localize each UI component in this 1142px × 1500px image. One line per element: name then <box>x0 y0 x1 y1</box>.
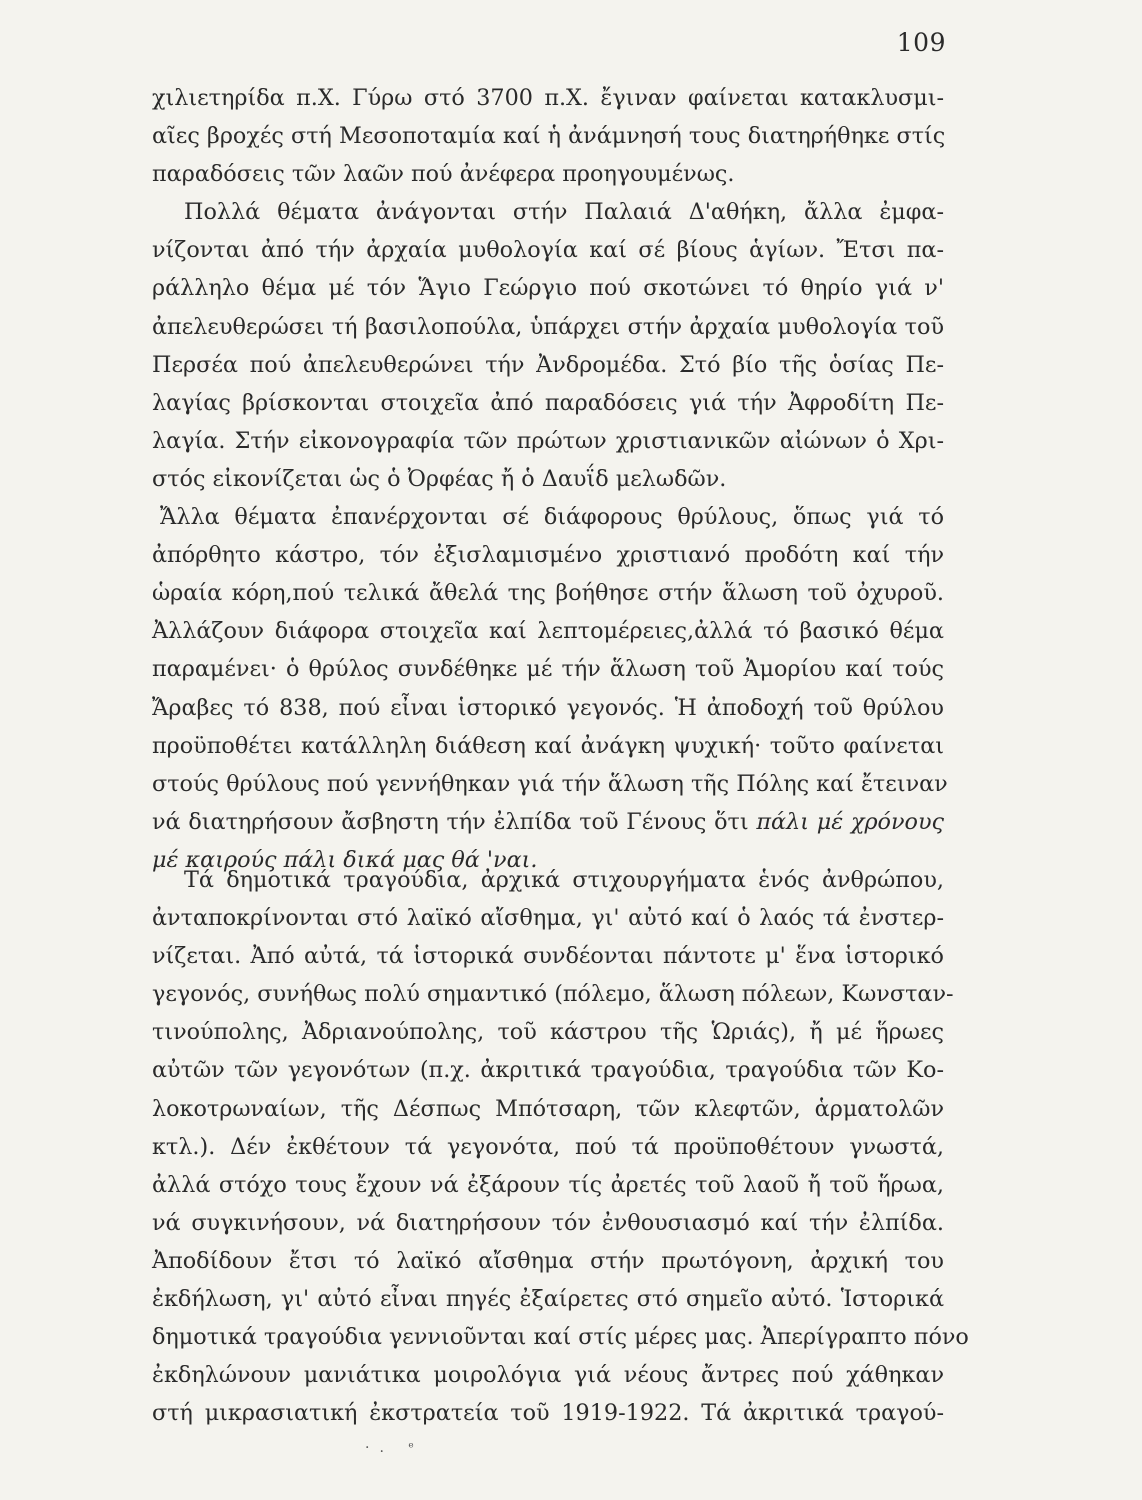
text-line: λαγίας βρίσκονται στοιχεῖα ἀπό παραδόσεις γιά τήν Ἀφροδίτη Πε- <box>152 389 944 416</box>
text-line: αὐτῶν τῶν γεγονότων (π.χ. ἀκριτικά τραγούδια, τραγούδια τῶν Κο- <box>152 1057 944 1084</box>
text-line: τινούπολης, Ἀδριανούπολης, τοῦ κάστρου τῆς Ὡριάς), ἤ μέ ἥρωες <box>152 1019 944 1046</box>
text-line: λοκοτρωναίων, τῆς Δέσπως Μπότσαρη, τῶν κλεφτῶν, ἁρματολῶν <box>152 1095 944 1122</box>
text-line: Τά δημοτικά τραγούδια, ἀρχικά στιχουργήματα ἑνός ἀνθρώπου, <box>184 867 944 893</box>
text-line: Ἄλλα θέματα ἐπανέρχονται σέ διάφορους θρύλους, ὅπως γιά τό <box>160 504 944 531</box>
text-line: ἀπελευθερώσει τή βασιλοπούλα, ὑπάρχει στήν ἀρχαία μυθολογία τοῦ <box>152 313 944 340</box>
text-line: ὡραία κόρη,πού τελικά ἄθελά της βοήθησε στήν ἅλωση τοῦ ὀχυροῦ. <box>152 580 944 607</box>
text-line: παραδόσεις τῶν λαῶν πού ἀνέφερα προηγουμένως. <box>152 161 735 188</box>
text-line: κτλ.). Δέν ἐκθέτουν τά γεγονότα, πού τά προϋποθέτουν γνωστά, <box>152 1133 944 1160</box>
text-line-mixed <box>152 803 944 841</box>
text-line: Ἀποδίδουν ἔτσι τό λαϊκό αἴσθημα στήν πρωτόγονη, ἀρχική του <box>152 1247 944 1274</box>
text-line: στός εἰκονίζεται ὡς ὁ Ὀρφέας ἤ ὁ Δαυΐδ μελωδῶν. <box>152 465 727 492</box>
main-text-block <box>152 79 948 879</box>
text-line: νά συγκινήσουν, νά διατηρήσουν τόν ἐνθουσιασμό καί τήν ἐλπίδα. <box>152 1209 944 1236</box>
text-line: λαγία. Στήν εἰκονογραφία τῶν πρώτων χριστιανικῶν αἰώνων ὁ Χρι- <box>152 427 944 454</box>
text-line: ράλληλο θέμα μέ τόν Ἅγιο Γεώργιο πού σκοτώνει τό θηρίο γιά ν' <box>152 275 944 302</box>
text-line: Πολλά θέματα ἀνάγονται στήν Παλαιά Δ'αθήκη, ἄλλα ἐμφα- <box>184 199 944 226</box>
text-line: νίζονται ἀπό τήν ἀρχαία μυθολογία καί σέ βίους ἁγίων. Ἔτσι πα- <box>152 237 944 264</box>
italic-phrase: πάλι μέ χρόνους <box>756 808 945 835</box>
text-segment: νά διατηρήσουν ἄσβηστη τήν ἐλπίδα τοῦ Γένους ὅτι <box>152 808 749 835</box>
italic-text-line: μέ καιρούς πάλι δικά μας θά 'ναι. <box>152 846 538 873</box>
text-line: ἐκδήλωση, γι' αὐτό εἶναι πηγές ἐξαίρετες στό σημεῖο αὐτό. Ἱστορικά <box>152 1286 944 1313</box>
text-line: ἐκδηλώνουν μανιάτικα μοιρολόγια γιά νέους ἄντρες πού χάθηκαν <box>152 1362 944 1389</box>
text-line: αῖες βροχές στή Μεσοποταμία καί ἡ ἀνάμνησή τους διατηρήθηκε στίς <box>152 123 946 150</box>
text-line: χιλιετηρίδα π.Χ. Γύρω στό 3700 π.Χ. ἔγιναν φαίνεται κατακλυσμι- <box>152 85 944 111</box>
print-speck-mark: ·. ᵉ <box>365 1440 424 1456</box>
text-line: παραμένει· ὁ θρύλος συνδέθηκε μέ τήν ἅλωση τοῦ Ἀμορίου καί τούς <box>152 656 944 683</box>
text-line: ἀπόρθητο κάστρο, τόν ἐξισλαμισμένο χριστιανό προδότη καί τήν <box>152 542 944 569</box>
text-line: στή μικρασιατική ἐκστρατεία τοῦ 1919-1922. Τά ἀκριτικά τραγού- <box>152 1400 944 1427</box>
text-line: Περσέα πού ἀπελευθερώνει τήν Ἀνδρομέδα. Στό βίο τῆς ὁσίας Πε- <box>152 351 944 378</box>
text-line: νίζεται. Ἀπό αὐτά, τά ἱστορικά συνδέονται πάντοτε μ' ἕνα ἱστορικό <box>152 943 944 970</box>
text-line: προϋποθέτει κατάλληλη διάθεση καί ἀνάγκη ψυχική· τοῦτο φαίνεται <box>152 732 944 759</box>
text-line: στούς θρύλους πού γεννήθηκαν γιά τήν ἅλωση τῆς Πόλης καί ἔτειναν <box>152 770 948 797</box>
text-line: ἀλλά στόχο τους ἔχουν νά ἐξάρουν τίς ἀρετές τοῦ λαοῦ ἤ τοῦ ἥρωα, <box>152 1171 944 1198</box>
text-line: Ἄραβες τό 838, πού εἶναι ἱστορικό γεγονός. Ἡ ἀποδοχή τοῦ θρύλου <box>152 694 944 721</box>
second-text-block <box>152 861 969 1432</box>
page-number: 109 <box>896 28 946 57</box>
text-line: γεγονός, συνήθως πολύ σημαντικό (πόλεμο, ἅλωση πόλεων, Κωνσταν- <box>152 981 954 1008</box>
text-line: Ἀλλάζουν διάφορα στοιχεῖα καί λεπτομέρειες,ἀλλά τό βασικό θέμα <box>152 618 944 645</box>
text-line: ἀνταποκρίνονται στό λαϊκό αἴσθημα, γι' αὐτό καί ὁ λαός τά ἐνστερ- <box>152 905 944 932</box>
text-line: δημοτικά τραγούδια γεννιοῦνται καί στίς μέρες μας. Ἀπερίγραπτο πόνο <box>152 1324 969 1351</box>
